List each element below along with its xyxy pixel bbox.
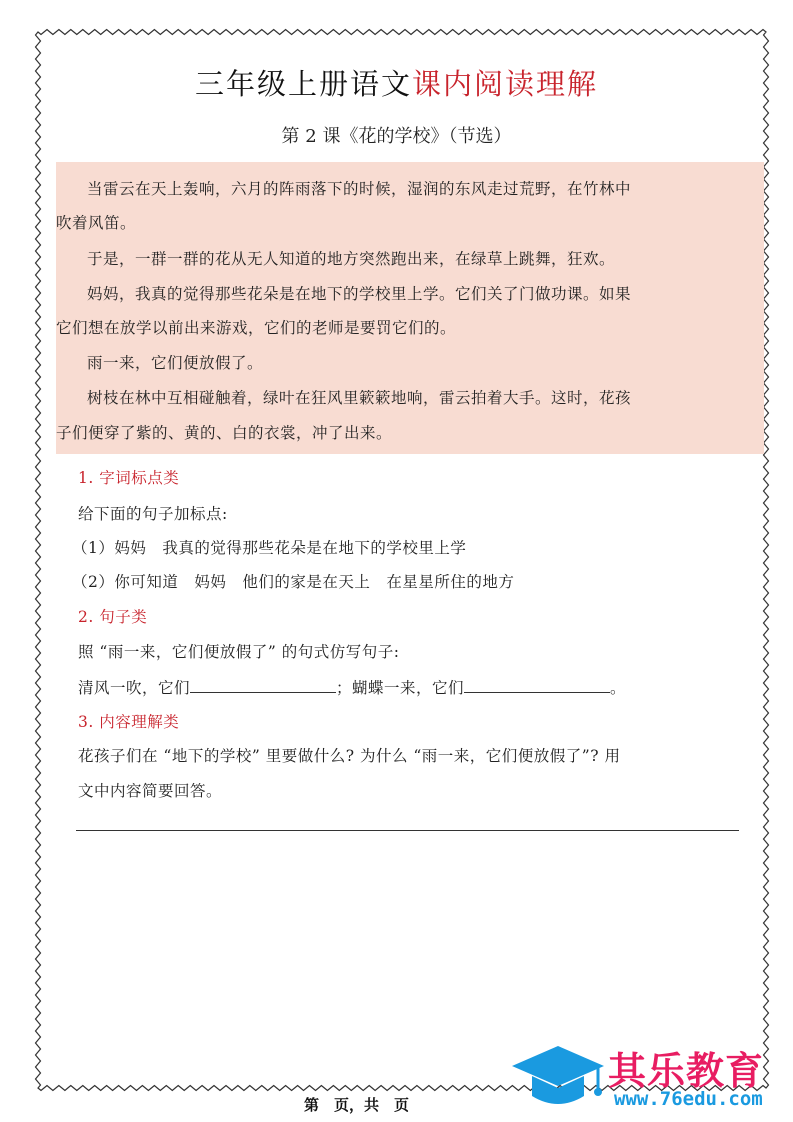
q2-fill-sentence xyxy=(78,676,626,698)
passage-para3-line1: 妈妈，我真的觉得那些花朵是在地下的学校里上学。它们关了门做功课。如果 xyxy=(87,285,632,303)
q2-blank-2[interactable] xyxy=(464,678,610,693)
q2-part1: 清风一吹，它们 xyxy=(78,679,191,697)
q3-line1: 花孩子们在 “地下的学校” 里要做什么? 为什么 “雨一来，它们便放假了”? 用 xyxy=(78,747,621,765)
brand-url: www.76edu.com xyxy=(614,1088,763,1110)
lesson-subtitle: 第 2 课《花的学校》（节选） xyxy=(281,126,512,147)
q1-item2: （2）你可知道 妈妈 他们的家是在天上 在星星所住的地方 xyxy=(72,573,515,591)
passage-para1-line1: 当雷云在天上轰响，六月的阵雨落下的时候，湿润的东风走过荒野，在竹林中 xyxy=(87,180,632,198)
brand-name: 其乐教育 xyxy=(608,1049,765,1093)
page-title xyxy=(0,62,793,103)
q2-blank-1[interactable] xyxy=(190,678,336,693)
q2-prompt: 照 “雨一来，它们便放假了” 的句式仿写句子: xyxy=(78,643,400,661)
title-black: 三年级上册语文 xyxy=(194,67,412,101)
reading-passage xyxy=(56,162,764,454)
q1-heading: 1. 字词标点类 xyxy=(78,469,180,487)
brand-logo xyxy=(508,1038,788,1118)
passage-para5-line2: 子们便穿了紫的、黄的、白的衣裳，冲了出来。 xyxy=(56,424,393,442)
q2-end: 。 xyxy=(610,679,627,697)
q1-prompt: 给下面的句子加标点: xyxy=(78,505,228,523)
passage-para5-line1: 树枝在林中互相碰触着，绿叶在狂风里簌簌地响，雷云拍着大手。这时，花孩 xyxy=(87,389,632,407)
graduation-cap-icon xyxy=(508,1038,608,1118)
passage-para1-line2: 吹着风笛。 xyxy=(56,214,137,232)
q2-heading: 2. 句子类 xyxy=(78,608,148,626)
q3-answer-line[interactable] xyxy=(76,830,739,831)
page-footer: 第 页，共 页 xyxy=(303,1096,409,1114)
passage-para4: 雨一来，它们便放假了。 xyxy=(87,354,264,372)
q3-heading: 3. 内容理解类 xyxy=(78,713,180,731)
q3-line2: 文中内容简要回答。 xyxy=(78,782,223,800)
passage-para2: 于是，一群一群的花从无人知道的地方突然跑出来，在绿草上跳舞，狂欢。 xyxy=(87,250,616,268)
passage-para3-line2: 它们想在放学以前出来游戏，它们的老师是要罚它们的。 xyxy=(56,319,457,337)
title-red: 课内阅读理解 xyxy=(412,67,599,101)
q1-item1: （1）妈妈 我真的觉得那些花朵是在地下的学校里上学 xyxy=(72,539,467,557)
q2-part2: ；蝴蝶一来，它们 xyxy=(336,679,465,697)
